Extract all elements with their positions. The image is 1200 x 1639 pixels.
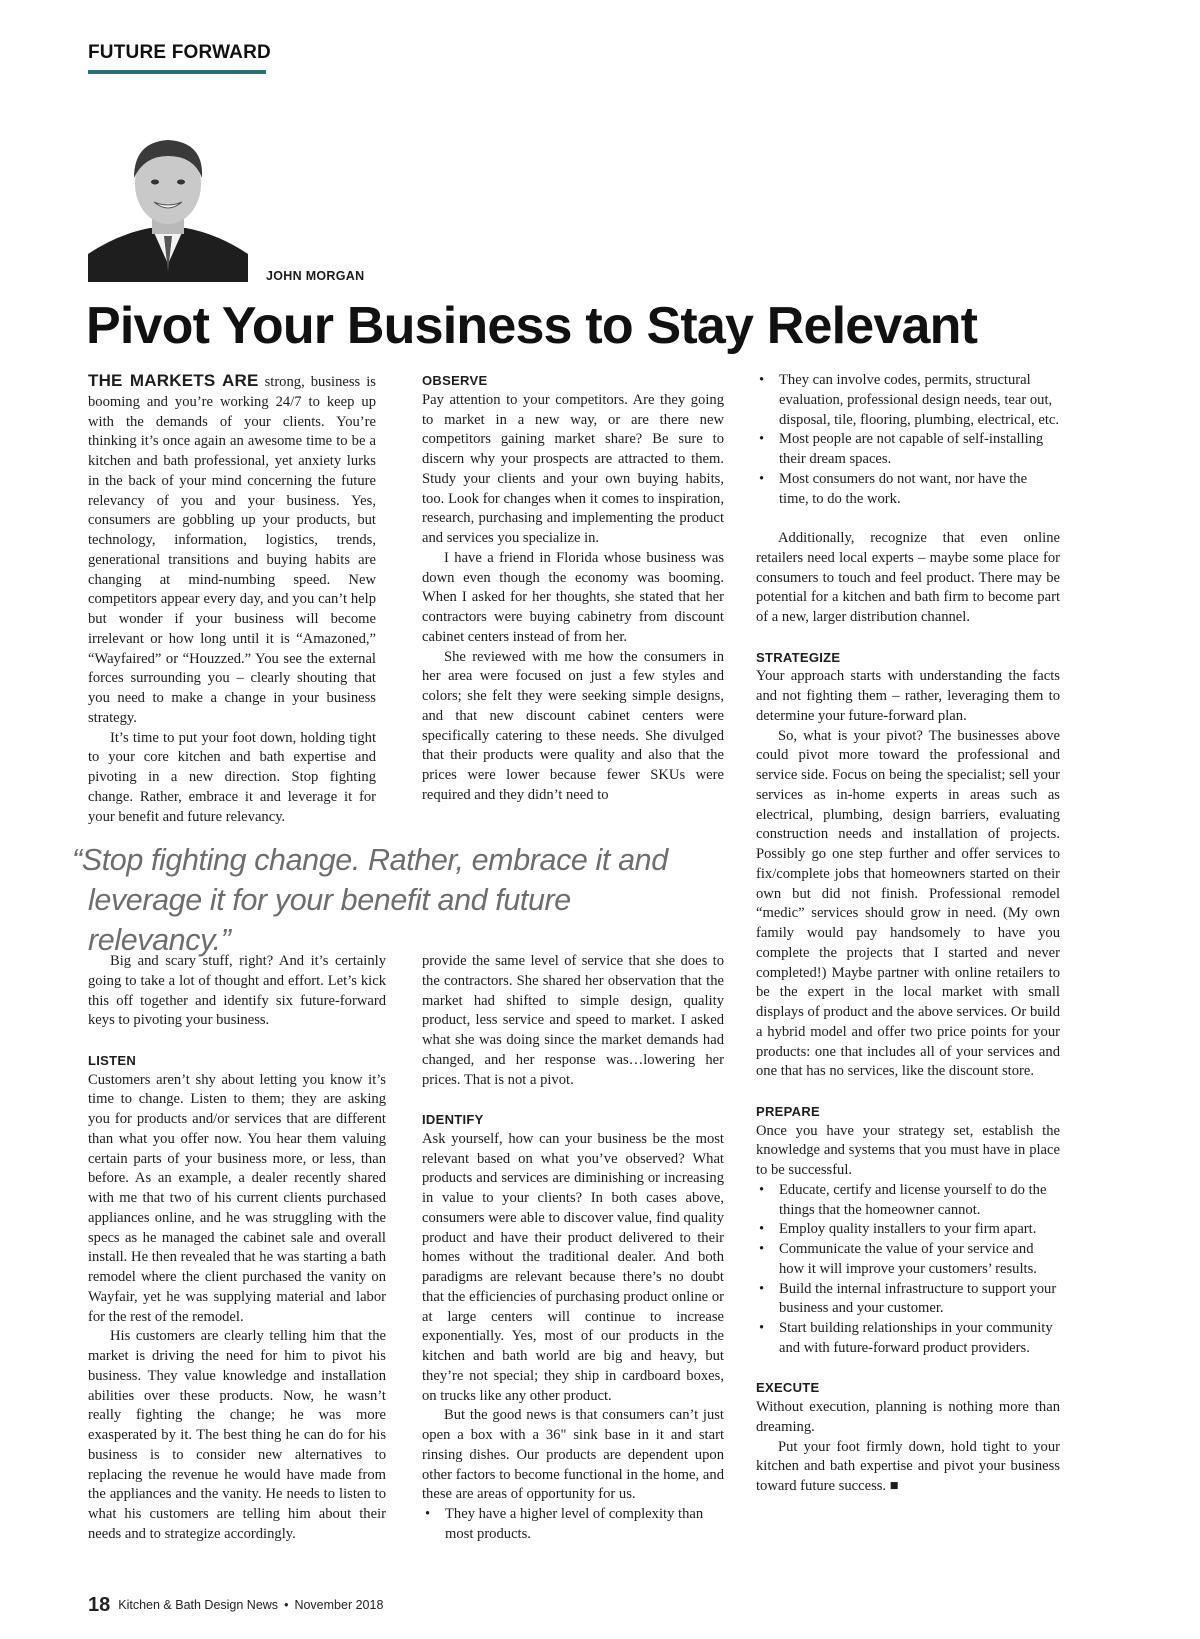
separator: • <box>284 1598 289 1612</box>
lead-in: THE MARKETS ARE <box>88 371 259 390</box>
heading-observe: OBSERVE <box>422 373 488 388</box>
paragraph: Pay attention to your competitors. Are they going to market in a new way, or are there new competitors gaining market share? Be sure to discern why your prospects are attracted to them. Study your clients and your own buying habits, too. Look for changes when it comes to inspiration, research, purchasing and implementing the product and services you specialize in. <box>422 391 724 546</box>
intro-text: strong, business is booming and you’re working 24/7 to keep up with the demands of your clients. You’re thinking it’s once again an awesome time to be a kitchen and bath professional, yet anxiety lurks in the back of your mind concerning the future relevancy of you and your business. Yes, consumers are gobbling up your products, but technology, information, logistics, trends, generational transitions and buying habits are changing at mind-numbing speed. New competitors appear every day, and you can’t help but wonder if your business will become irrelevant or how long until it is “Amazoned,” “Wayfaired” or “Houzzed.” You see the external forces surrounding you – clearly shouting that you need to make a change in your business strategy. <box>88 374 376 726</box>
column-1-bottom <box>88 952 386 1545</box>
column-1-top <box>88 371 376 827</box>
paragraph: Big and scary stuff, right? And it’s certainly going to take a lot of thought and effort. Let’s kick this off together and identify six future-forward keys to pivoting your business. <box>88 953 386 1029</box>
issue-date: November 2018 <box>294 1598 384 1612</box>
paragraph: His customers are clearly telling him that the market is driving the need for him to pivot his business. They value knowledge and installation abilities over these products. Now, he wasn’t really fighting the change; he was more exasperated by it. The best thing he can do for his business is to consider new alternatives to replacing the revenue he would have made from the appliances and the vanity. He needs to listen to what his customers are telling him about their needs and to strategize accordingly. <box>88 1328 386 1542</box>
list-item: • Most people are not capable of self-installing their dream spaces. <box>756 430 1060 470</box>
pull-quote-line: leverage it for your benefit and future relevancy.” <box>88 883 571 957</box>
paragraph: Customers aren’t shy about letting you know it’s time to change. Listen to them; they are asking you for products and/or services that are different than what you offer now. You hear them valuing certain parts of your business more, or less, than before. As an example, a dealer recently shared with me that two of his current clients purchased appliances online, and he was struggling with the specs as he managed the cabinet sale and overall install. He then revealed that he was starting a bath remodel where the client purchased the vanity on Wayfair, yet he was supplying material and labor for the rest of the remodel. <box>88 1071 386 1325</box>
list-item: • Employ quality installers to your firm apart. <box>756 1220 1060 1240</box>
page-number: 18 <box>88 1594 111 1616</box>
list-item: • Start building relationships in your community and with future-forward product providers. <box>756 1319 1060 1359</box>
heading-listen: LISTEN <box>88 1052 137 1068</box>
heading-prepare: PREPARE <box>756 1103 820 1119</box>
paragraph: provide the same level of service that she does to the contractors. She shared her observation that the market had shifted to simple design, quality product, less service and speed to market. I asked what she was doing since the market demands had changed, and her response was…lowering her prices. That is not a pivot. <box>422 953 724 1088</box>
heading-strategize: STRATEGIZE <box>756 649 841 665</box>
list-item: • Communicate the value of your service and how it will improve your customers’ results. <box>756 1240 1060 1280</box>
paragraph: Your approach starts with understanding the facts and not fighting them – rather, leveraging them to determine your future-forward plan. <box>756 668 1060 724</box>
paragraph: Additionally, recognize that even online retailers need local experts – maybe some place for consumers to touch and feel product. There may be potential for a kitchen and bath firm to become part of a new, larger distribution channel. <box>756 530 1060 625</box>
headline: Pivot Your Business to Stay Relevant <box>86 297 978 355</box>
heading-identify: IDENTIFY <box>422 1112 484 1127</box>
paragraph: Ask yourself, how can your business be the most relevant based on what you’ve observed? What products and services are diminishing or increasing in value to your clients? In both cases above, consumers were able to discover value, find quality product and have their product delivered to their homes without the traditional dealer. And both paradigms are relevant because there’s no doubt that the efficiencies of purchasing product online or at large centers will continue to increase exponentially. Yes, most of our products in the kitchen and bath world are big and heavy, but they’re not special; they ship in cardboard boxes, on trucks like any other product. <box>422 1130 724 1404</box>
section-rule <box>88 70 266 74</box>
paragraph: It’s time to put your foot down, holding tight to your core kitchen and bath expertise and pivoting in a new direction. Stop fighting change. Rather, embrace it and leverage it for your benefit and future relevancy. <box>88 729 376 825</box>
paragraph: Put your foot firmly down, hold tight to your kitchen and bath expertise and pivot your business toward future success. ■ <box>756 1438 1060 1494</box>
publication-name: Kitchen & Bath Design News <box>118 1598 279 1612</box>
bullet-list <box>756 371 1060 509</box>
author-portrait <box>88 132 248 282</box>
pull-quote <box>72 840 712 960</box>
bullet-list <box>422 1505 724 1545</box>
paragraph: She reviewed with me how the consumers in her area were focused on just a few styles and colors; she felt they were seeking simple designs, and that new discount cabinet centers were specifically catering to these needs. She divulged that their products were quality and also that the prices were lower because fewer SKUs were required and they didn’t need to <box>422 648 724 803</box>
page-footer <box>88 1594 383 1617</box>
section-label: FUTURE FORWARD <box>88 42 271 63</box>
paragraph: Once you have your strategy set, establish the knowledge and systems that you must have in place to be successful. <box>756 1122 1060 1178</box>
author-name: JOHN MORGAN <box>266 269 365 283</box>
intro-paragraph <box>88 371 376 729</box>
pull-quote-line: “Stop fighting change. Rather, embrace it and <box>72 843 668 877</box>
list-item: • They can involve codes, permits, structural evaluation, professional design needs, tear out, disposal, tile, flooring, plumbing, electrical, etc. <box>756 371 1060 430</box>
paragraph: So, what is your pivot? The businesses above could pivot more toward the professional and service side. Focus on being the specialist; sell your services as in-home experts in areas such as electrical, plumbing, design barriers, evaluating construction needs and installation of projects. Possibly go one step further and offer services to fix/complete jobs that homeowners started on their own but did not finish. Professional remodel “medic” services should grow in need. (My own family would pay handsomely to have you complete the projects that I started and never completed!) Maybe partner with online retailers to be the expert in the local market with small displays of product and the above services. Or build a hybrid model and offer two price points for your products: one that includes all of your services and one that has no services, like the discount store. <box>756 727 1060 1080</box>
list-item: • Educate, certify and license yourself to do the things that the homeowner cannot. <box>756 1181 1060 1221</box>
paragraph: I have a friend in Florida whose business was down even though the economy was booming. When I asked for her thoughts, she stated that her contractors were buying cabinetry from discount cabinet centers instead of from her. <box>422 549 724 645</box>
column-2-top <box>422 371 724 806</box>
paragraph: But the good news is that consumers can’t just open a box with a 36" sink base in it and start rinsing dishes. Our products are dependent upon other factors to become functional in the home, and these are areas of opportunity for us. <box>422 1407 724 1503</box>
list-item: • They have a higher level of complexity than most products. <box>422 1505 724 1545</box>
list-item: • Most consumers do not want, nor have the time, to do the work. <box>756 470 1060 510</box>
bullet-list <box>756 1181 1060 1359</box>
column-3 <box>756 371 1060 1497</box>
heading-execute: EXECUTE <box>756 1380 820 1396</box>
paragraph: Without execution, planning is nothing more than dreaming. <box>756 1399 1060 1435</box>
column-2-bottom <box>422 952 724 1545</box>
list-item: • Build the internal infrastructure to support your business and your customer. <box>756 1280 1060 1320</box>
